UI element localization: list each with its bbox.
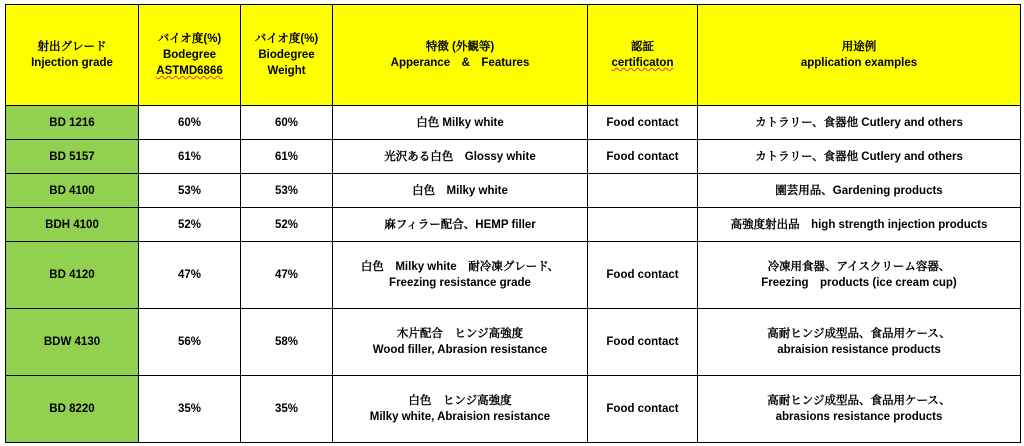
application-cell	[698, 208, 1021, 242]
header-jp: 特徴 (外観等)	[425, 41, 495, 53]
header-en: Biodegree	[258, 49, 315, 61]
table-row	[6, 208, 1021, 242]
application-line: Freezing products (ice cream cup)	[761, 277, 957, 289]
header-en2: ASTMD6866	[156, 65, 223, 77]
header-certification	[588, 5, 698, 106]
application-line: カトラリー、食器他 Cutlery and others	[755, 116, 963, 129]
bio-weight-cell: 47%	[241, 242, 333, 309]
certification-cell: Food contact	[588, 376, 698, 443]
bio-astm-cell: 47%	[139, 242, 241, 309]
features-line: Freezing resistance grade	[389, 277, 531, 289]
table-row	[6, 309, 1021, 376]
table-row	[6, 174, 1021, 208]
header-en: Injection grade	[31, 57, 113, 69]
header-jp: 射出グレード	[37, 41, 107, 53]
features-line: 白色 ヒンジ高強度	[408, 395, 512, 407]
application-line: 高強度射出品 high strength injection products	[730, 218, 988, 231]
grade-cell: BD 8220	[6, 376, 139, 443]
certification-cell: Food contact	[588, 242, 698, 309]
application-cell	[698, 376, 1021, 443]
application-cell	[698, 140, 1021, 174]
grade-cell: BD 1216	[6, 106, 139, 140]
grade-cell: BD 4100	[6, 174, 139, 208]
application-line: 冷凍用食器、アイスクリーム容器、	[767, 261, 951, 273]
bio-weight-cell: 60%	[241, 106, 333, 140]
header-en2: Weight	[267, 65, 306, 77]
bio-weight-cell: 58%	[241, 309, 333, 376]
header-bio-astm	[139, 5, 241, 106]
application-cell	[698, 242, 1021, 309]
header-en: Apperance & Features	[390, 57, 530, 69]
header-en: certificaton	[611, 57, 674, 69]
features-line: 麻フィラー配合、HEMP filler	[384, 218, 536, 231]
features-line: Milky white, Abraision resistance	[369, 411, 551, 423]
features-cell	[333, 174, 588, 208]
features-line: 白色 Milky white	[412, 184, 508, 197]
bio-astm-cell: 53%	[139, 174, 241, 208]
header-en: application examples	[800, 57, 918, 69]
application-cell	[698, 174, 1021, 208]
header-en: Bodegree	[162, 49, 217, 61]
certification-cell: Food contact	[588, 106, 698, 140]
application-line: abrasions resistance products	[775, 411, 943, 423]
certification-cell: Food contact	[588, 309, 698, 376]
header-jp: 用途例	[841, 41, 877, 53]
features-cell	[333, 376, 588, 443]
header-jp: バイオ度(%)	[157, 33, 222, 45]
header-jp: 認証	[631, 41, 654, 53]
bio-astm-cell: 52%	[139, 208, 241, 242]
grade-cell: BDW 4130	[6, 309, 139, 376]
grade-cell: BD 4120	[6, 242, 139, 309]
header-features	[333, 5, 588, 106]
certification-cell: Food contact	[588, 140, 698, 174]
bio-astm-cell: 60%	[139, 106, 241, 140]
features-line: 光沢ある白色 Glossy white	[384, 150, 536, 163]
features-line: 白色 Milky white 耐冷凍グレード、	[360, 261, 560, 273]
header-application	[698, 5, 1021, 106]
features-line: 白色 Milky white	[416, 116, 504, 129]
application-cell	[698, 106, 1021, 140]
application-line: 園芸用品、Gardening products	[775, 184, 943, 197]
features-line: 木片配合 ヒンジ高強度	[396, 328, 524, 340]
certification-cell	[588, 208, 698, 242]
table-row	[6, 376, 1021, 443]
header-bio-weight	[241, 5, 333, 106]
table-row	[6, 106, 1021, 140]
bio-weight-cell: 35%	[241, 376, 333, 443]
certification-cell	[588, 174, 698, 208]
header-jp: バイオ度(%)	[254, 33, 319, 45]
bio-astm-cell: 61%	[139, 140, 241, 174]
bio-astm-cell: 35%	[139, 376, 241, 443]
application-line: 高耐ヒンジ成型品、食品用ケース、	[767, 328, 951, 340]
bio-astm-cell: 56%	[139, 309, 241, 376]
features-cell	[333, 242, 588, 309]
header-injection-grade	[6, 5, 139, 106]
features-line: Wood filler, Abrasion resistance	[372, 344, 548, 356]
features-cell	[333, 106, 588, 140]
injection-grade-table	[5, 4, 1021, 443]
table-row	[6, 242, 1021, 309]
bio-weight-cell: 52%	[241, 208, 333, 242]
features-cell	[333, 208, 588, 242]
application-line: カトラリー、食器他 Cutlery and others	[755, 150, 963, 163]
application-line: 高耐ヒンジ成型品、食品用ケース、	[767, 395, 951, 407]
bio-weight-cell: 53%	[241, 174, 333, 208]
application-cell	[698, 309, 1021, 376]
application-line: abraision resistance products	[777, 344, 941, 356]
table-row	[6, 140, 1021, 174]
header-row	[6, 5, 1021, 106]
features-cell	[333, 140, 588, 174]
grade-cell: BDH 4100	[6, 208, 139, 242]
features-cell	[333, 309, 588, 376]
bio-weight-cell: 61%	[241, 140, 333, 174]
grade-cell: BD 5157	[6, 140, 139, 174]
